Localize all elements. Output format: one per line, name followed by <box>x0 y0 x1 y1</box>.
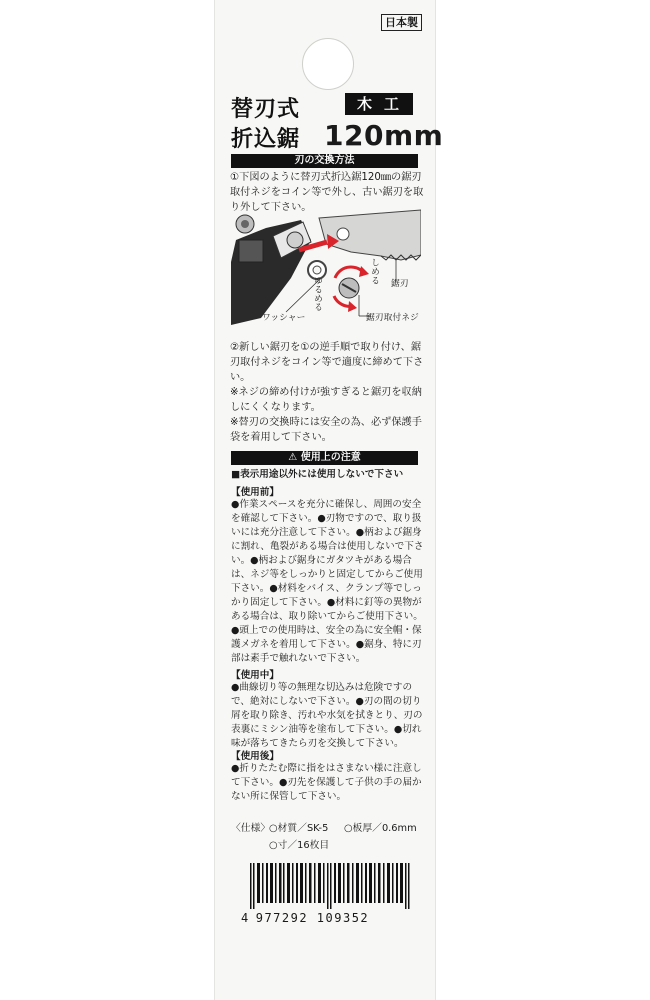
after-use-label: 【使用後】 <box>231 751 279 762</box>
replace-heading: 刃の交換方法 <box>231 154 418 168</box>
blade-replacement-illustration <box>231 200 421 335</box>
caution-heading: 使用上の注意 <box>300 452 361 463</box>
category-badge: 木工 <box>345 93 413 115</box>
washer-label: ワッシャー <box>262 313 306 323</box>
blade-label: 鋸刃 <box>391 279 409 289</box>
step-1-text: ①下図のように替刃式折込鋸120㎜の鋸刃取付ネジをコイン等で外し、古い鋸刃を取り外して下さい。 <box>230 172 424 213</box>
blade-size: 120mm <box>324 119 444 152</box>
hang-hole <box>302 38 354 90</box>
spec-label: 〈仕様〉 <box>231 823 271 834</box>
title-line-2: 折込鋸 <box>231 127 301 152</box>
loosen-label: ゆるめる <box>312 276 322 312</box>
barcode-digits <box>241 911 369 925</box>
spec-material: ○材質／SK-5 <box>269 823 329 834</box>
made-in-japan-label: 日本製 <box>381 14 422 31</box>
barcode-lead-digit: 4 <box>241 911 250 925</box>
note-1-text: ※ネジの締め付けが強すぎると鋸刃を収納しにくくなります。 <box>230 387 422 413</box>
title-line-1: 替刃式 <box>231 97 301 122</box>
before-use-text: ●作業スペースを充分に確保し、周囲の安全を確認して下さい。●刃物ですので、取り扱いには充分注意して下さい。●柄および鋸身に割れ、亀裂がある場合は使用しないで下さい。●柄および鋸身にガタツキがある場合は、ネジ等をしっかりと固定してからご使用下さい。●材料をバイス、クランプ等でしっかり固定して下さい。●材料に釘等の異物がある場合は、取り除いてからご使用下さい。●頭上での使用時は、安全の為に安全帽・保護メガネを着用して下さい。●鋸身、特に刃部は素手で触れないで下さい。 <box>231 499 424 664</box>
before-use-label: 【使用前】 <box>231 487 279 498</box>
warning-triangle-icon: ⚠ <box>288 452 301 463</box>
screw-label: 鋸刃取付ネジ <box>366 313 419 323</box>
barcode-number: 977292 109352 <box>255 911 370 925</box>
tighten-label: しめる <box>369 258 379 285</box>
main-warning: ■表示用途以外には使用しないで下さい <box>231 469 404 480</box>
during-use-text: ●曲線切り等の無理な切込みは危険ですので、絶対にしないで下さい。●刃の間の切り屑を取り除き、汚れや水気を拭きとり、刃の表裏にミシン油等を塗布して下さい。●切れ味が落ちてきたら刃を交換して下さい。 <box>231 682 423 749</box>
caution-heading-bar <box>231 451 418 465</box>
during-use-label: 【使用中】 <box>231 670 279 681</box>
note-2-text: ※替刃の交換時には安全の為、必ず保護手袋を着用して下さい。 <box>230 417 422 443</box>
spec-thickness: ○板厚／0.6mm <box>344 823 417 834</box>
after-use-text: ●折りたたむ際に指をはさまない様に注意して下さい。●刃先を保護して子供の手の届かない所に保管して下さい。 <box>231 763 422 802</box>
spec-teeth: ○寸／16枚目 <box>269 840 330 851</box>
barcode <box>250 863 410 909</box>
step-2-text: ②新しい鋸刃を①の逆手順で取り付け、鋸刃取付ネジをコイン等で適度に締めて下さい。 <box>230 342 424 383</box>
